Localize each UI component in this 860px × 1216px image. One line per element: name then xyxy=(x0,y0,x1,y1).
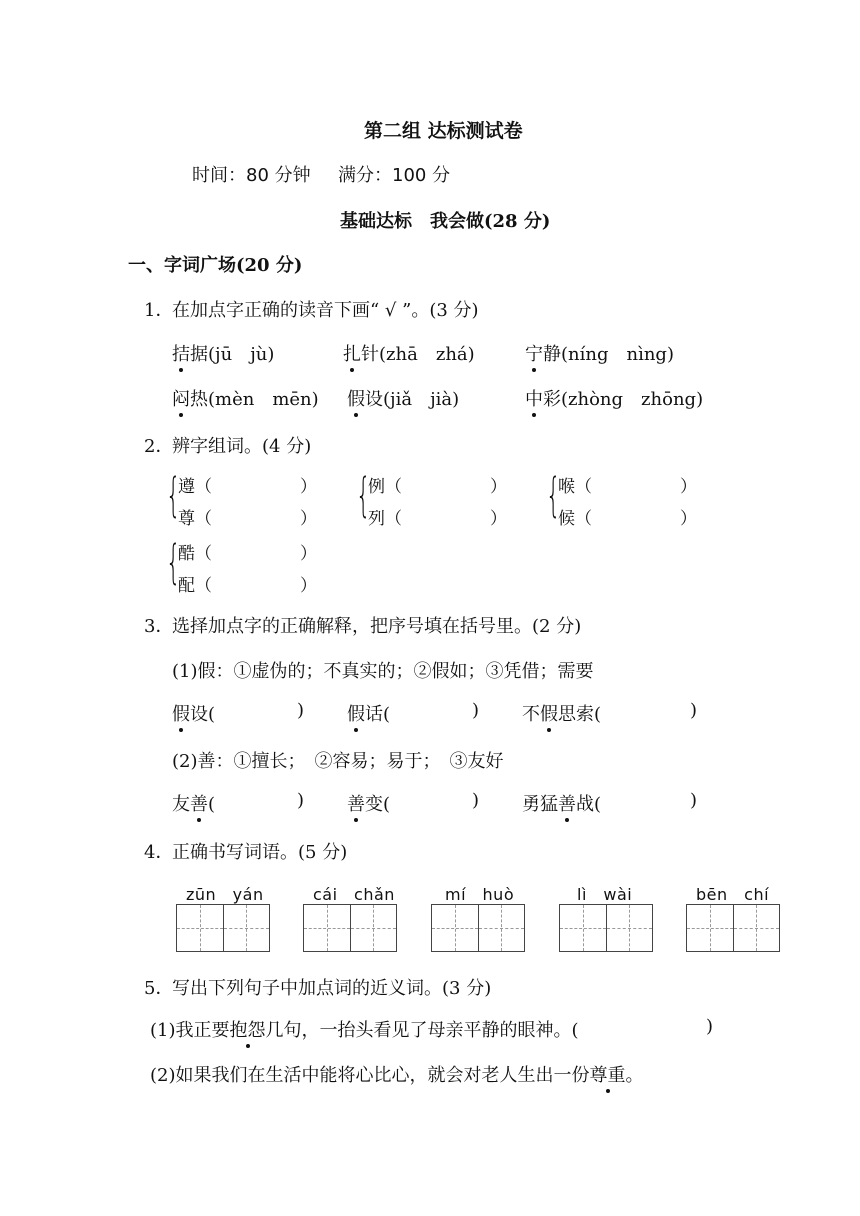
dotted-char: 宁 xyxy=(525,340,543,366)
q3-paren-close: ) xyxy=(297,700,305,721)
dotted-char: 尊重 xyxy=(590,1061,626,1087)
q4-text: 正确书写词语。(5 分) xyxy=(172,842,348,863)
pinyin-label: zūn yán xyxy=(186,885,264,904)
q3-word: 善变( xyxy=(347,790,390,816)
dotted-char: 假 xyxy=(347,700,365,726)
pair-close: ） xyxy=(300,544,317,564)
brace-icon: { xyxy=(166,535,181,589)
dotted-char: 假 xyxy=(347,385,365,411)
page-title: 第二组 达标测试卷 xyxy=(364,120,523,142)
pair-close: ） xyxy=(300,477,317,497)
tianzige-item xyxy=(686,882,782,954)
pair-char: 酷（ xyxy=(178,544,212,564)
pair-char: 遵（ xyxy=(178,477,212,497)
tianzige-item xyxy=(559,882,655,954)
q3-word: 不假思索( xyxy=(522,700,601,726)
q1-item: 宁静(níng nìng) xyxy=(525,340,674,366)
q1-text: 在加点字正确的读音下画“ √ ”。(3 分) xyxy=(172,300,479,321)
pinyin-label: bēn chí xyxy=(696,885,770,904)
tianzige-item xyxy=(431,882,527,954)
pinyin-label: lì wài xyxy=(577,885,633,904)
tianzige-item xyxy=(303,882,399,954)
pinyin-label: cái chǎn xyxy=(313,885,395,904)
dotted-char: 假 xyxy=(172,700,190,726)
writing-grid[interactable] xyxy=(686,904,780,952)
brace-icon: { xyxy=(546,468,561,522)
q5-text: 写出下列句子中加点词的近义词。(3 分) xyxy=(172,978,492,999)
section-heading: 基础达标 我会做(28 分) xyxy=(340,211,551,232)
pair-close: ） xyxy=(490,509,507,529)
word-pair-group xyxy=(166,468,326,529)
q5-number: 5． xyxy=(144,978,174,999)
dotted-char: 拮 xyxy=(172,340,190,366)
pair-char: 候（ xyxy=(558,509,592,529)
q1-number: 1． xyxy=(144,300,174,321)
q3-paren-close: ) xyxy=(472,790,480,811)
dotted-char: 善 xyxy=(347,790,365,816)
q2-text: 辨字组词。(4 分) xyxy=(172,436,312,457)
q1-item: 假设(jiǎ jià) xyxy=(347,385,459,411)
q5-sentence-1: (1)我正要抱怨几句，一抬头看见了母亲平静的眼神。( xyxy=(150,1016,579,1042)
pair-close: ） xyxy=(680,477,697,497)
q3-word: 假话( xyxy=(347,700,390,726)
q2-number: 2． xyxy=(144,436,174,457)
word-pair-group xyxy=(546,468,706,529)
q5-sentence-2: (2)如果我们在生活中能将心比心，就会对老人生出一份尊重。 xyxy=(150,1061,644,1087)
writing-grid[interactable] xyxy=(176,904,270,952)
q3-word: 勇猛善战( xyxy=(522,790,601,816)
dotted-char: 扎 xyxy=(343,340,361,366)
pair-close: ） xyxy=(680,509,697,529)
q3-text: 选择加点字的正确解释，把序号填在括号里。(2 分) xyxy=(172,616,582,637)
score-info: 满分：100 分 xyxy=(338,165,451,186)
writing-grid[interactable] xyxy=(559,904,653,952)
dotted-char: 抱怨 xyxy=(230,1016,266,1042)
q3-definition: (1)假：①虚伪的；不真实的；②假如；③凭借；需要 xyxy=(172,661,594,682)
dotted-char: 假 xyxy=(540,700,558,726)
writing-grid[interactable] xyxy=(431,904,525,952)
brace-icon: { xyxy=(166,468,181,522)
pair-close: ） xyxy=(490,477,507,497)
dotted-char: 中 xyxy=(525,385,543,411)
dotted-char: 闷 xyxy=(172,385,190,411)
q5-paren-close: ) xyxy=(706,1016,714,1037)
pair-char: 尊（ xyxy=(178,509,212,529)
q1-item: 扎针(zhā zhá) xyxy=(343,340,475,366)
pair-char: 配（ xyxy=(178,576,212,596)
q3-word: 友善( xyxy=(172,790,215,816)
q3-paren-close: ) xyxy=(472,700,480,721)
q4-number: 4． xyxy=(144,842,174,863)
q3-number: 3． xyxy=(144,616,174,637)
writing-grid[interactable] xyxy=(303,904,397,952)
pair-char: 列（ xyxy=(368,509,402,529)
dotted-char: 善 xyxy=(558,790,576,816)
q1-item: 中彩(zhòng zhōng) xyxy=(525,385,703,411)
word-pair-group xyxy=(166,535,326,596)
q1-item: 拮据(jū jù) xyxy=(172,340,274,366)
time-info: 时间：80 分钟 xyxy=(192,165,311,186)
q3-paren-close: ) xyxy=(690,700,698,721)
q3-definition: (2)善：①擅长； ②容易；易于； ③友好 xyxy=(172,751,504,772)
q3-word: 假设( xyxy=(172,700,215,726)
dotted-char: 善 xyxy=(190,790,208,816)
tianzige-item xyxy=(176,882,272,954)
q3-paren-close: ) xyxy=(690,790,698,811)
brace-icon: { xyxy=(356,468,371,522)
word-pair-group xyxy=(356,468,516,529)
pinyin-label: mí huò xyxy=(445,885,515,904)
pair-char: 例（ xyxy=(368,477,402,497)
q1-item: 闷热(mèn mēn) xyxy=(172,385,319,411)
part1-heading: 一、字词广场(20 分) xyxy=(128,255,303,276)
pair-char: 喉（ xyxy=(558,477,592,497)
pair-close: ） xyxy=(300,576,317,596)
pair-close: ） xyxy=(300,509,317,529)
q3-paren-close: ) xyxy=(297,790,305,811)
